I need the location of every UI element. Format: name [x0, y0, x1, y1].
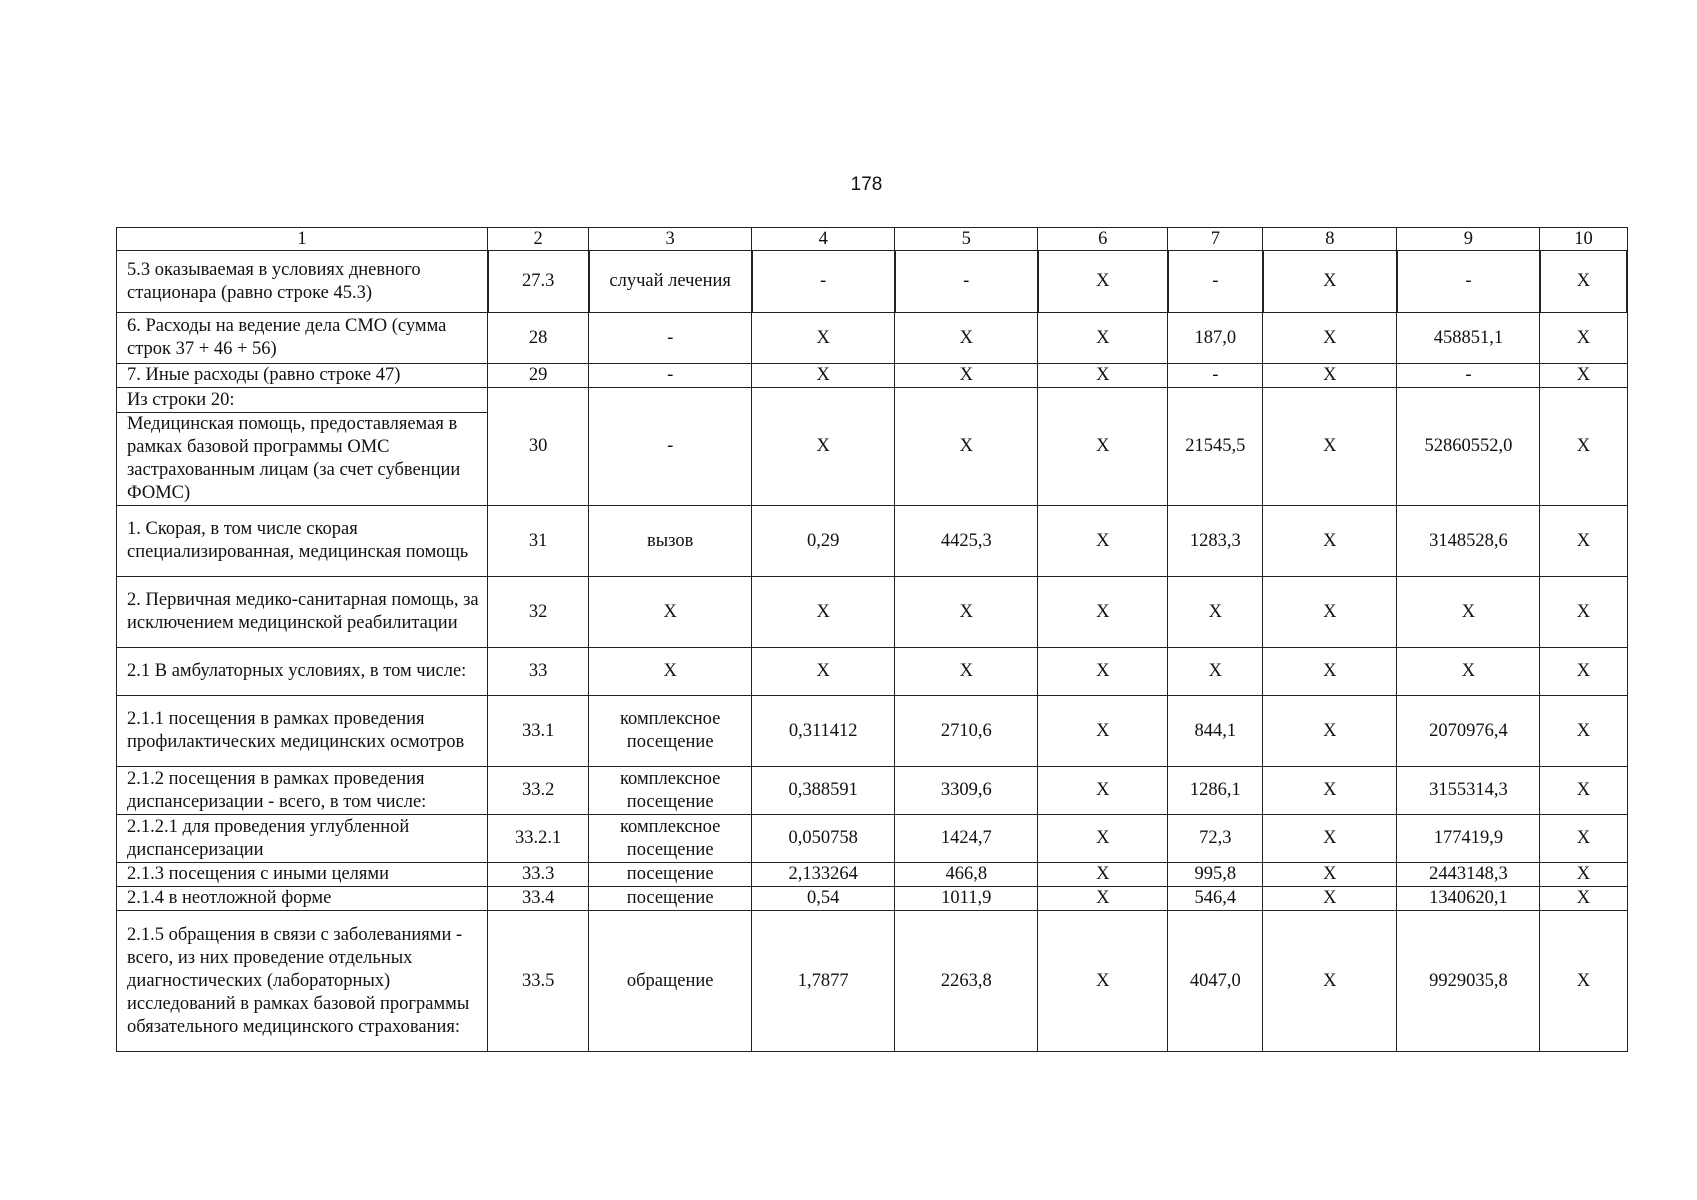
- row-description: 1. Скорая, в том числе скорая специализированная, медицинская помощь: [117, 506, 488, 577]
- value-cell: X: [1038, 696, 1168, 767]
- value-cell: X: [1263, 251, 1397, 313]
- value-cell: X: [752, 648, 895, 696]
- unit-cell: посещение: [589, 863, 752, 887]
- table-row: [117, 364, 1628, 388]
- row-code: 33: [488, 648, 589, 696]
- value-cell: 3309,6: [895, 767, 1038, 815]
- row-description: 7. Иные расходы (равно строке 47): [117, 364, 488, 388]
- value-cell: -: [1397, 251, 1540, 313]
- value-cell: 1283,3: [1168, 506, 1263, 577]
- value-cell: X: [1540, 364, 1627, 388]
- value-cell: X: [1263, 767, 1397, 815]
- row-description: 2.1.4 в неотложной форме: [117, 887, 488, 911]
- value-cell: 3155314,3: [1397, 767, 1540, 815]
- value-cell: 1424,7: [895, 815, 1038, 863]
- value-cell: X: [1540, 767, 1627, 815]
- column-header: 3: [589, 228, 752, 251]
- value-cell: -: [895, 251, 1038, 313]
- column-number-row: [117, 228, 1628, 251]
- value-cell: 844,1: [1168, 696, 1263, 767]
- row-description: [117, 388, 488, 506]
- subsection-label: Из строки 20:: [117, 389, 487, 413]
- column-header: 6: [1038, 228, 1168, 251]
- row-description: 2.1.3 посещения с иными целями: [117, 863, 488, 887]
- row-description: 2.1 В амбулаторных условиях, в том числе:: [117, 648, 488, 696]
- value-cell: X: [1038, 815, 1168, 863]
- column-header: 7: [1168, 228, 1263, 251]
- table-row: [117, 577, 1628, 648]
- unit-cell: X: [589, 648, 752, 696]
- value-cell: X: [1263, 313, 1397, 364]
- value-cell: X: [1038, 388, 1168, 506]
- table-row: [117, 887, 1628, 911]
- value-cell: 177419,9: [1397, 815, 1540, 863]
- unit-cell: -: [589, 388, 752, 506]
- value-cell: X: [1263, 863, 1397, 887]
- column-header: 10: [1540, 228, 1627, 251]
- column-header: 2: [488, 228, 589, 251]
- value-cell: 4047,0: [1168, 911, 1263, 1052]
- unit-cell: вызов: [589, 506, 752, 577]
- value-cell: 546,4: [1168, 887, 1263, 911]
- row-description: 2.1.5 обращения в связи с заболеваниями - всего, из них проведение отдельных диагностических (лабораторных) исследований в рамках базовой программы обязательного медицинского страхования:: [117, 911, 488, 1052]
- column-header: 5: [895, 228, 1038, 251]
- row-description: 5.3 оказываемая в условиях дневного стационара (равно строке 45.3): [117, 251, 488, 313]
- unit-cell: случай лечения: [589, 251, 752, 313]
- table-row: [117, 648, 1628, 696]
- value-cell: X: [1038, 863, 1168, 887]
- table-row: [117, 815, 1628, 863]
- value-cell: 995,8: [1168, 863, 1263, 887]
- value-cell: X: [895, 388, 1038, 506]
- value-cell: X: [1168, 648, 1263, 696]
- value-cell: X: [1038, 506, 1168, 577]
- value-cell: X: [1263, 388, 1397, 506]
- value-cell: 21545,5: [1168, 388, 1263, 506]
- value-cell: X: [1263, 887, 1397, 911]
- data-table: [116, 227, 1628, 1052]
- row-code: 33.1: [488, 696, 589, 767]
- value-cell: X: [1540, 388, 1627, 506]
- value-cell: 52860552,0: [1397, 388, 1540, 506]
- column-header: 9: [1397, 228, 1540, 251]
- value-cell: X: [752, 577, 895, 648]
- unit-cell: X: [589, 577, 752, 648]
- value-cell: -: [752, 251, 895, 313]
- value-cell: -: [1168, 364, 1263, 388]
- value-cell: X: [1540, 887, 1627, 911]
- unit-cell: комплексное посещение: [589, 815, 752, 863]
- value-cell: 1,7877: [752, 911, 895, 1052]
- column-header: 4: [752, 228, 895, 251]
- value-cell: X: [895, 648, 1038, 696]
- row-description-text: Медицинская помощь, предоставляемая в рамках базовой программы ОМС застрахованным лицам (за счет субвенции ФОМС): [127, 413, 461, 503]
- column-header: 8: [1263, 228, 1397, 251]
- row-code: 27.3: [488, 251, 589, 313]
- row-code: 28: [488, 313, 589, 364]
- value-cell: X: [1038, 767, 1168, 815]
- unit-cell: -: [589, 364, 752, 388]
- row-code: 33.2.1: [488, 815, 589, 863]
- value-cell: X: [895, 313, 1038, 364]
- value-cell: X: [1540, 313, 1627, 364]
- value-cell: X: [1540, 863, 1627, 887]
- value-cell: X: [1540, 648, 1627, 696]
- value-cell: X: [895, 364, 1038, 388]
- value-cell: X: [1540, 506, 1627, 577]
- value-cell: X: [1038, 577, 1168, 648]
- row-code: 29: [488, 364, 589, 388]
- value-cell: X: [752, 364, 895, 388]
- table-row: [117, 696, 1628, 767]
- row-description: 6. Расходы на ведение дела СМО (сумма строк 37 + 46 + 56): [117, 313, 488, 364]
- value-cell: 187,0: [1168, 313, 1263, 364]
- value-cell: X: [1540, 911, 1627, 1052]
- value-cell: X: [1397, 577, 1540, 648]
- value-cell: X: [1540, 815, 1627, 863]
- value-cell: 9929035,8: [1397, 911, 1540, 1052]
- table-row: [117, 251, 1628, 313]
- value-cell: 1011,9: [895, 887, 1038, 911]
- value-cell: 2443148,3: [1397, 863, 1540, 887]
- row-code: 33.5: [488, 911, 589, 1052]
- value-cell: 0,050758: [752, 815, 895, 863]
- row-description: 2.1.1 посещения в рамках проведения профилактических медицинских осмотров: [117, 696, 488, 767]
- value-cell: 0,388591: [752, 767, 895, 815]
- value-cell: X: [1038, 648, 1168, 696]
- value-cell: 466,8: [895, 863, 1038, 887]
- unit-cell: -: [589, 313, 752, 364]
- table-row: [117, 388, 1628, 506]
- value-cell: 2263,8: [895, 911, 1038, 1052]
- row-code: 32: [488, 577, 589, 648]
- value-cell: X: [1038, 313, 1168, 364]
- row-code: 33.3: [488, 863, 589, 887]
- row-description: 2.1.2.1 для проведения углубленной диспансеризации: [117, 815, 488, 863]
- value-cell: X: [1540, 251, 1627, 313]
- value-cell: 0,311412: [752, 696, 895, 767]
- table-row: [117, 911, 1628, 1052]
- row-description: 2.1.2 посещения в рамках проведения диспансеризации - всего, в том числе:: [117, 767, 488, 815]
- value-cell: 2710,6: [895, 696, 1038, 767]
- table-row: [117, 506, 1628, 577]
- value-cell: X: [1263, 506, 1397, 577]
- value-cell: 458851,1: [1397, 313, 1540, 364]
- page-number: 178: [850, 174, 883, 195]
- value-cell: X: [752, 388, 895, 506]
- value-cell: X: [1540, 696, 1627, 767]
- value-cell: 2070976,4: [1397, 696, 1540, 767]
- row-code: 30: [488, 388, 589, 506]
- value-cell: 1286,1: [1168, 767, 1263, 815]
- value-cell: X: [1263, 648, 1397, 696]
- column-header: 1: [117, 228, 488, 251]
- value-cell: 0,29: [752, 506, 895, 577]
- value-cell: 4425,3: [895, 506, 1038, 577]
- value-cell: -: [1168, 251, 1263, 313]
- value-cell: X: [1168, 577, 1263, 648]
- value-cell: X: [1263, 696, 1397, 767]
- value-cell: X: [1038, 887, 1168, 911]
- value-cell: 0,54: [752, 887, 895, 911]
- unit-cell: обращение: [589, 911, 752, 1052]
- value-cell: X: [752, 313, 895, 364]
- value-cell: 72,3: [1168, 815, 1263, 863]
- value-cell: X: [1397, 648, 1540, 696]
- row-description: 2. Первичная медико-санитарная помощь, за исключением медицинской реабилитации: [117, 577, 488, 648]
- value-cell: X: [1263, 577, 1397, 648]
- table-row: [117, 313, 1628, 364]
- row-code: 31: [488, 506, 589, 577]
- unit-cell: комплексное посещение: [589, 696, 752, 767]
- value-cell: X: [895, 577, 1038, 648]
- value-cell: X: [1038, 911, 1168, 1052]
- unit-cell: посещение: [589, 887, 752, 911]
- unit-cell: комплексное посещение: [589, 767, 752, 815]
- value-cell: X: [1263, 364, 1397, 388]
- value-cell: X: [1038, 251, 1168, 313]
- value-cell: 3148528,6: [1397, 506, 1540, 577]
- row-code: 33.2: [488, 767, 589, 815]
- value-cell: X: [1540, 577, 1627, 648]
- value-cell: -: [1397, 364, 1540, 388]
- table-row: [117, 767, 1628, 815]
- value-cell: X: [1263, 815, 1397, 863]
- value-cell: 2,133264: [752, 863, 895, 887]
- value-cell: 1340620,1: [1397, 887, 1540, 911]
- row-code: 33.4: [488, 887, 589, 911]
- table-row: [117, 863, 1628, 887]
- value-cell: X: [1038, 364, 1168, 388]
- value-cell: X: [1263, 911, 1397, 1052]
